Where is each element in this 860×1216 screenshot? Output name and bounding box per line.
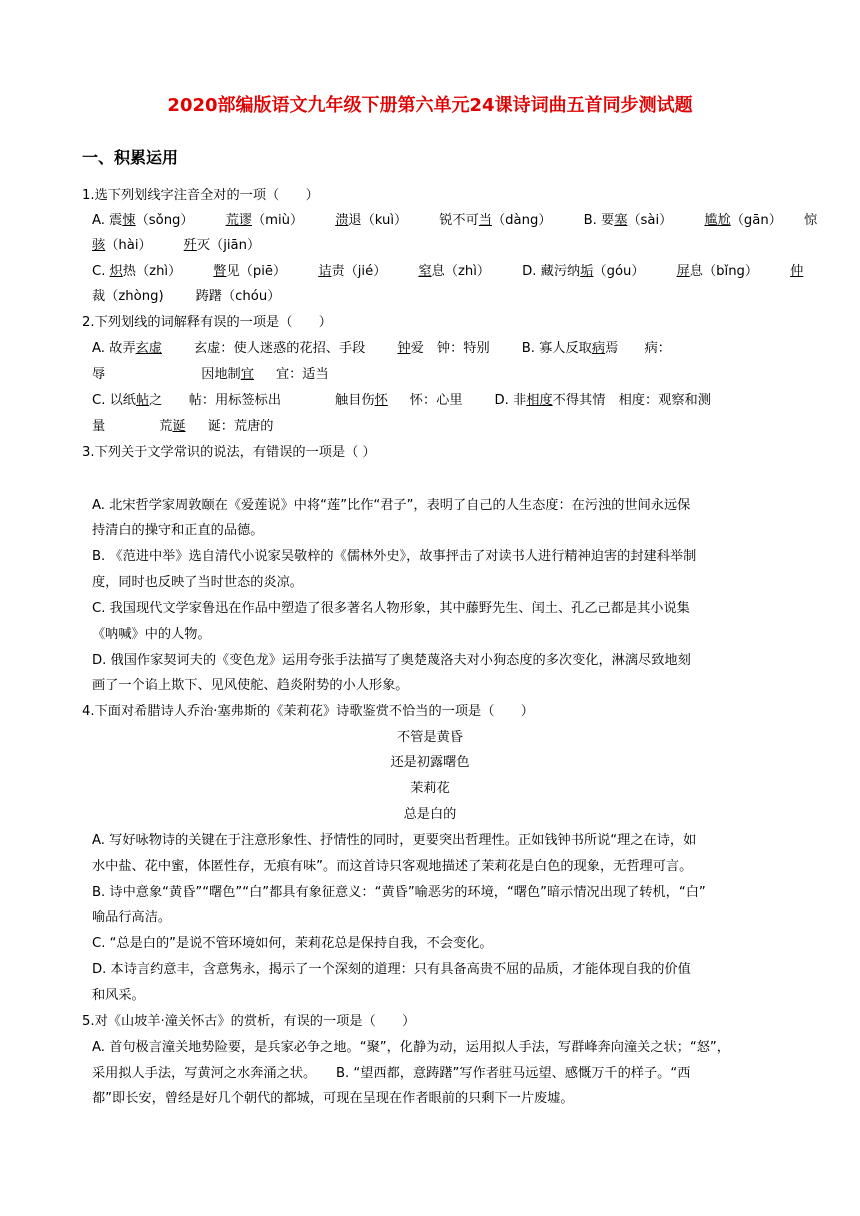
question-2-line-1: A. 故弄玄虚 玄虚：使人迷惑的花招、手段 钟爱 钟：特别 B. 寡人反取病焉 病：: [92, 341, 671, 356]
question-1-line-3: C. 炽热（zhì） 瞥见（piē） 诘责（jié） 窒息（zhì） D. 藏污纳垢（góu） 屏息（bǐng） 仲: [92, 264, 804, 279]
question-1-line-1: A. 震悚（sǒng） 荒谬（miù） 溃退（kuì） 锐不可当（dàng） B. 要塞（sài） 尴尬（gān） 惊: [92, 213, 818, 228]
question-4-text: B. 诗中意象“黄昏”“曙色”“白”都具有象征意义：“黄昏”喻恶劣的环境，“曙色”暗示情况出现了转机，“白”: [92, 885, 706, 900]
question-3-text: 度，同时也反映了当时世态的炎凉。: [92, 575, 303, 590]
question-1-line-2: 骇（hài） 歼灭（jiān）: [92, 238, 261, 253]
page-title: 2020部编版语文九年级下册第六单元24课诗词曲五首同步测试题: [167, 95, 693, 116]
question-2-stem: 2.下列划线的词解释有误的一项是（ ）: [82, 315, 332, 330]
question-2-line-4: 量 荒诞 诞：荒唐的: [92, 419, 274, 434]
question-3-text: 画了一个谄上欺下、见风使舵、趋炎附势的小人形象。: [92, 678, 409, 693]
question-4-text: A. 写好咏物诗的关键在于注意形象性、抒情性的同时，更要突出哲理性。正如钱钟书所说“理之在诗，如: [92, 833, 697, 848]
question-1-stem: 1.选下列划线字注音全对的一项（ ）: [82, 188, 319, 203]
question-4-stem: 4.下面对希腊诗人乔治·塞弗斯的《茉莉花》诗歌鉴赏不恰当的一项是（ ）: [82, 704, 534, 719]
question-1-line-4: 裁（zhòng) 踌躇（chóu）: [92, 289, 281, 304]
question-4-text: 水中盐、花中蜜，体匿性存，无痕有味”。而这首诗只客观地描述了茉莉花是白色的现象，无哲理可言。: [92, 859, 693, 874]
question-5-text: 采用拟人手法，写黄河之水奔涌之状。 B. “望西都，意踌躇”写作者驻马远望、感慨万千的样子。“西: [92, 1066, 691, 1081]
poem-line: 茉莉花: [410, 781, 450, 796]
section-heading: 一、积累运用: [82, 148, 179, 167]
poem-line: 不管是黄昏: [397, 730, 463, 745]
question-3-text: 持清白的操守和正直的品德。: [92, 523, 264, 538]
poem-line: 总是白的: [403, 807, 457, 822]
question-4-text: D. 本诗言约意丰，含意隽永，揭示了一个深刻的道理：只有具备高贵不屈的品质，才能体现自我的价值: [92, 962, 691, 977]
question-4-text: 和风采。: [92, 988, 145, 1003]
question-4-text: 喻品行高洁。: [92, 910, 172, 925]
question-2-line-3: C. 以纸帖之 帖：用标签标出 触目伤怀 怀：心里 D. 非相度不得其情 相度：观察和测: [92, 393, 711, 408]
question-3-stem: 3.下列关于文学常识的说法，有错误的一项是（ ）: [82, 445, 376, 460]
question-3-text: B. 《范进中举》选自清代小说家吴敬梓的《儒林外史》，故事抨击了对读书人进行精神迫害的封建科举制: [92, 549, 697, 564]
question-4-text: C. “总是白的”是说不管环境如何，茉莉花总是保持自我，不会变化。: [92, 936, 493, 951]
question-5-stem: 5.对《山坡羊·潼关怀古》的赏析，有误的一项是（ ）: [82, 1014, 416, 1029]
poem-line: 还是初露曙色: [390, 755, 470, 770]
question-3-text: C. 我国现代文学家鲁迅在作品中塑造了很多著名人物形象，其中藤野先生、闰土、孔乙己都是其小说集: [92, 601, 690, 616]
question-3-text: A. 北宋哲学家周敦颐在《爱莲说》中将“莲”比作“君子”，表明了自己的人生态度：在污浊的世间永远保: [92, 498, 691, 513]
question-2-line-2: 辱 因地制宜 宜：适当: [92, 367, 329, 382]
question-3-text: 《呐喊》中的人物。: [92, 627, 211, 642]
question-5-text: 都”即长安，曾经是好几个朝代的都城，可现在呈现在作者眼前的只剩下一片废墟。: [92, 1091, 574, 1106]
question-3-text: D. 俄国作家契诃夫的《变色龙》运用夸张手法描写了奥楚蔑洛夫对小狗态度的多次变化，淋漓尽致地刻: [92, 653, 691, 668]
question-5-text: A. 首句极言潼关地势险要，是兵家必争之地。“聚”，化静为动，运用拟人手法，写群峰奔向潼关之状；“怒”，: [92, 1040, 730, 1055]
